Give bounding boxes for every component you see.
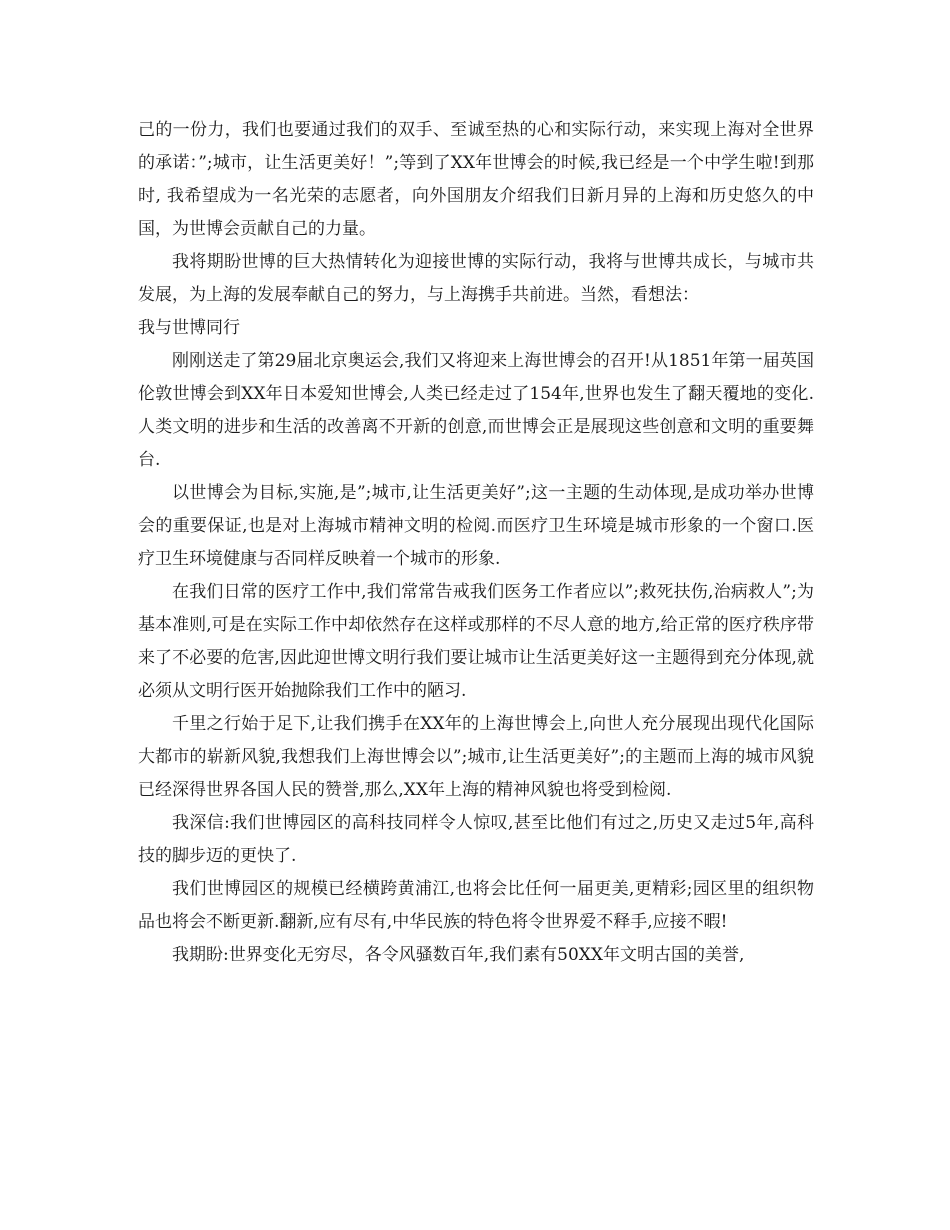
paragraph-7: 千里之行始于足下,让我们携手在XX年的上海世博会上,向世人充分展现出现代化国际大都市的崭新风貌,我想我们上海世博会以”;城市,让生活更美好”;的主题而上海的城市风貌已经深得世界各国人民的赞誉,那么,XX年上海的精神风貌也将受到检阅.	[138, 714, 814, 800]
paragraph-9: 我们世博园区的规模已经横跨黄浦江,也将会比任何一届更美,更精彩;园区里的组织物品也将会不断更新.翻新,应有尽有,中华民族的特色将令世界爱不释手,应接不暇!	[138, 879, 814, 932]
paragraph-5: 以世博会为目标,实施,是”;城市,让生活更美好”;这一主题的生动体现,是成功举办世博会的重要保证,也是对上海城市精神文明的检阅.而医疗卫生环境是城市形象的一个窗口.医疗卫生环境健康与否同样反映着一个城市的形象.	[138, 483, 814, 569]
paragraph-10: 我期盼:世界变化无穷尽，各令风骚数百年,我们素有50XX年文明古国的美誉,	[172, 945, 745, 965]
paragraph-2: 我将期盼世博的巨大热情转化为迎接世博的实际行动，我将与世博共成长，与城市共发展，为上海的发展奉献自己的努力，与上海携手共前进。当然，看想法：	[138, 252, 814, 305]
paragraph-1: 己的一份力，我们也要通过我们的双手、至诚至热的心和实际行动，来实现上海对全世界的承诺：”;城市，让生活更美好！”;等到了XX年世博会的时候,我已经是一个中学生啦!到那时, 我希望成为一名光荣的志愿者，向外国朋友介绍我们日新月异的上海和历史悠久的中国，为世博会贡献自己的力量。	[138, 120, 814, 239]
paragraph-6: 在我们日常的医疗工作中,我们常常告戒我们医务工作者应以”;救死扶伤,治病救人”;为基本准则,可是在实际工作中却依然存在这样或那样的不尽人意的地方,给正常的医疗秩序带来了不必要的危害,因此迎世博文明行我们要让城市让生活更美好这一主题得到充分体现,就必须从文明行医开始抛除我们工作中的陋习.	[138, 582, 814, 701]
document-body	[138, 114, 814, 972]
paragraph-4: 刚刚送走了第29届北京奥运会,我们又将迎来上海世博会的召开!从1851年第一届英国伦敦世博会到XX年日本爱知世博会,人类已经走过了154年,世界也发生了翻天覆地的变化.人类文明的进步和生活的改善离不开新的创意,而世博会正是展现这些创意和文明的重要舞台.	[138, 351, 814, 470]
paragraph-8: 我深信:我们世博园区的高科技同样令人惊叹,甚至比他们有过之,历史又走过5年,高科技的脚步迈的更快了.	[138, 813, 814, 866]
section-heading: 我与世博同行	[138, 318, 240, 338]
